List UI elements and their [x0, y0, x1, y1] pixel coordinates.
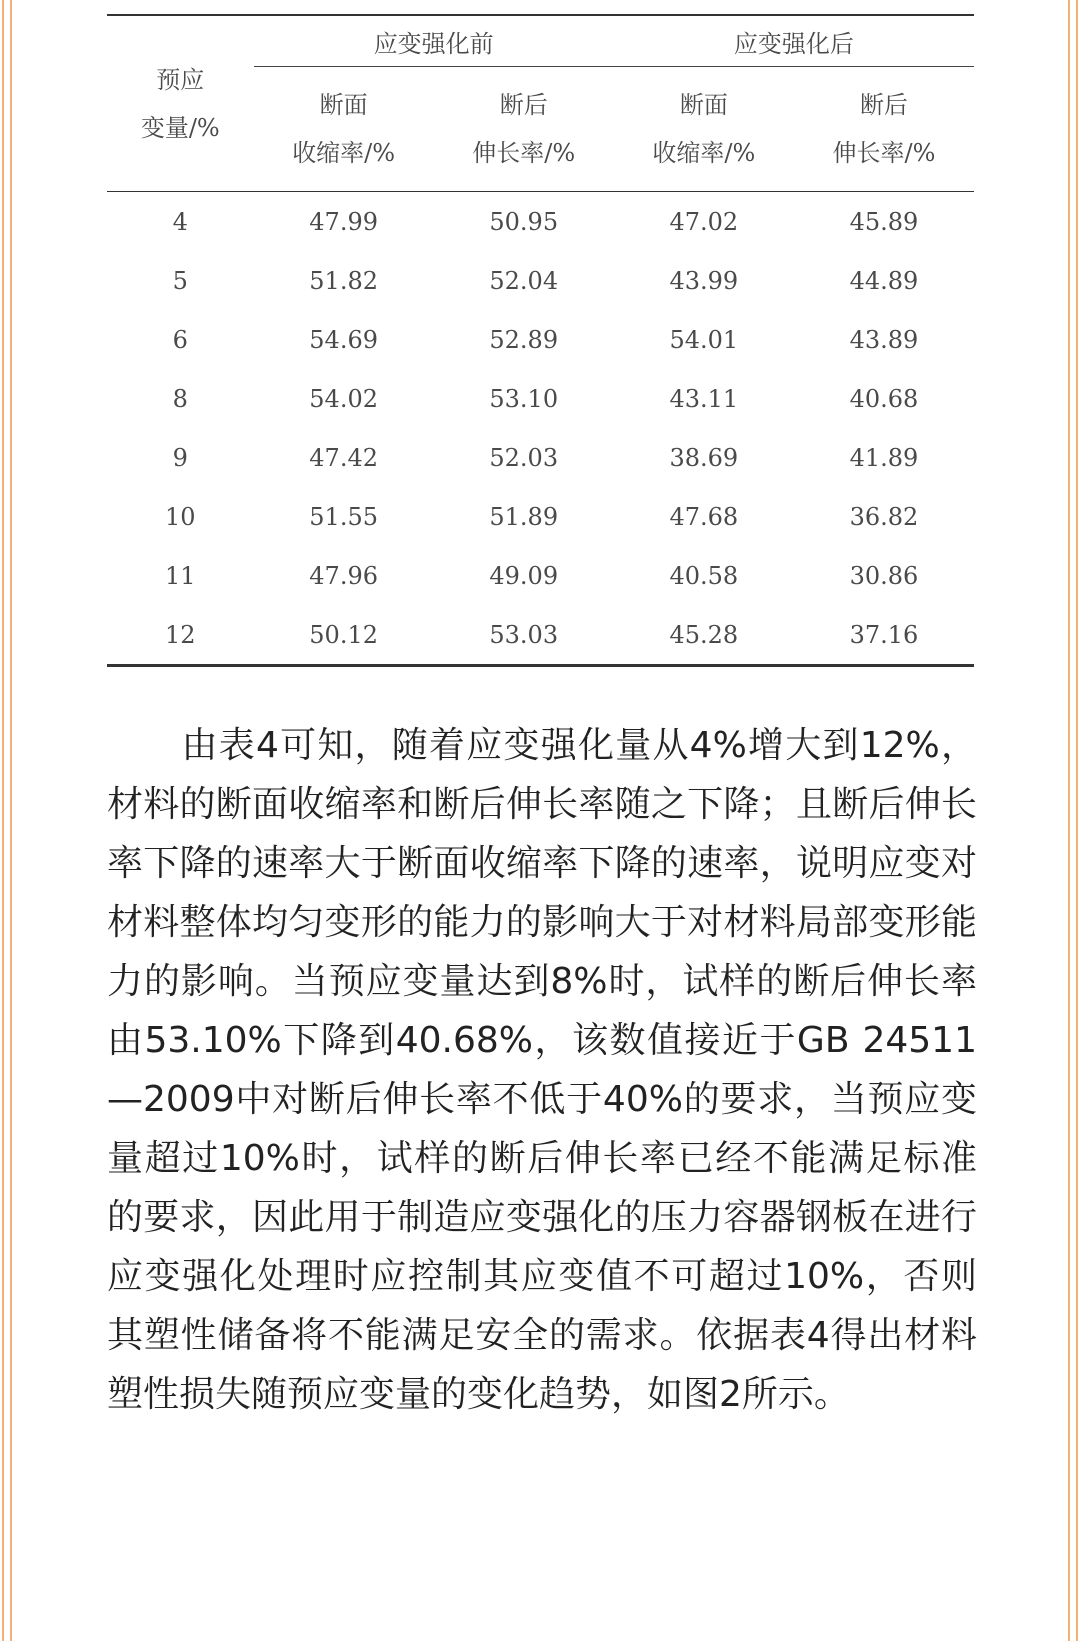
cell-value: 50.12 — [309, 620, 378, 649]
table-row — [107, 192, 974, 252]
cell-value: 50.95 — [489, 207, 559, 236]
cell-value: 52.04 — [489, 266, 559, 295]
cell-value: 47.96 — [309, 561, 378, 590]
cell-value: 40.68 — [849, 384, 919, 413]
cell-value: 53.03 — [489, 620, 559, 649]
cell-value: 37.16 — [849, 620, 919, 649]
cell-value: 45.28 — [669, 620, 739, 649]
cell-value: 51.55 — [309, 502, 378, 531]
decorative-border-left-outer — [2, 0, 4, 1641]
cell-value: 43.89 — [849, 325, 919, 354]
cell-value: 36.82 — [849, 502, 919, 531]
cell-value: 49.09 — [489, 561, 559, 590]
table-row — [107, 251, 974, 310]
cell-value: 51.82 — [309, 266, 378, 295]
table-row — [107, 369, 974, 428]
header-prestrain — [107, 15, 254, 192]
decorative-border-left-inner — [10, 0, 12, 1641]
body-paragraph: 由表4可知，随着应变强化量从4%增大到12%，材料的断面收缩率和断后伸长率随之下降；且断后伸长率下降的速率大于断面收缩率下降的速率，说明应变对材料整体均匀变形的能力的影响大于对材料局部变形能力的影响。当预应变量达到8%时，试样的断后伸长率由53.10%下降到40.68%，该数值接近于GB 24511—2009中对断后伸长率不低于40%的要求，当预应变量超过10%时，试样的断后伸长率已经不能满足标准的要求，因此用于制造应变强化的压力容器钢板在进行应变强化处理时应控制其应变值不可超过10%，否则其塑性储备将不能满足安全的需求。依据表4得出材料塑性损失随预应变量的变化趋势，如图2所示。 — [107, 725, 977, 1415]
cell-value: 52.89 — [489, 325, 559, 354]
cell-value: 51.89 — [489, 502, 559, 531]
cell-value: 47.42 — [309, 443, 378, 472]
decorative-border-right-inner — [1068, 0, 1070, 1641]
cell-prestrain: 9 — [172, 443, 188, 472]
cell-prestrain: 5 — [172, 266, 188, 295]
cell-value: 47.99 — [309, 207, 378, 236]
cell-value: 40.58 — [669, 561, 739, 590]
cell-value: 43.11 — [669, 384, 739, 413]
table-row — [107, 428, 974, 487]
decorative-border-right-outer — [1076, 0, 1078, 1641]
cell-prestrain: 8 — [172, 384, 188, 413]
table-body — [107, 192, 974, 666]
cell-value: 45.89 — [849, 207, 919, 236]
cell-prestrain: 4 — [172, 207, 188, 236]
header-group-after: 应变强化后 — [614, 15, 974, 67]
cell-value: 53.10 — [489, 384, 559, 413]
data-table — [107, 14, 974, 667]
cell-value: 47.68 — [669, 502, 739, 531]
cell-prestrain: 10 — [165, 502, 196, 531]
header-group-before: 应变强化前 — [254, 15, 614, 67]
cell-value: 38.69 — [669, 443, 739, 472]
header-prestrain-label: 预应 变量/% — [140, 65, 220, 142]
cell-value: 54.02 — [309, 384, 378, 413]
cell-value: 54.01 — [669, 325, 739, 354]
cell-prestrain: 12 — [165, 620, 196, 649]
cell-value: 43.99 — [669, 266, 739, 295]
cell-value: 47.02 — [669, 207, 739, 236]
article-content — [107, 0, 974, 667]
table-row — [107, 605, 974, 666]
cell-prestrain: 6 — [172, 325, 188, 354]
cell-value: 52.03 — [489, 443, 559, 472]
table-row — [107, 487, 974, 546]
table-row — [107, 546, 974, 605]
cell-value: 30.86 — [849, 561, 919, 590]
table-row — [107, 310, 974, 369]
cell-prestrain: 11 — [165, 561, 196, 590]
header-elongation-before: 断后 伸长率/% — [472, 91, 576, 167]
cell-value: 54.69 — [309, 325, 378, 354]
header-reduction-before: 断面 收缩率/% — [292, 91, 396, 167]
header-elongation-after: 断后 伸长率/% — [832, 91, 936, 167]
header-reduction-after: 断面 收缩率/% — [652, 91, 756, 167]
cell-value: 44.89 — [849, 266, 919, 295]
cell-value: 41.89 — [849, 443, 919, 472]
